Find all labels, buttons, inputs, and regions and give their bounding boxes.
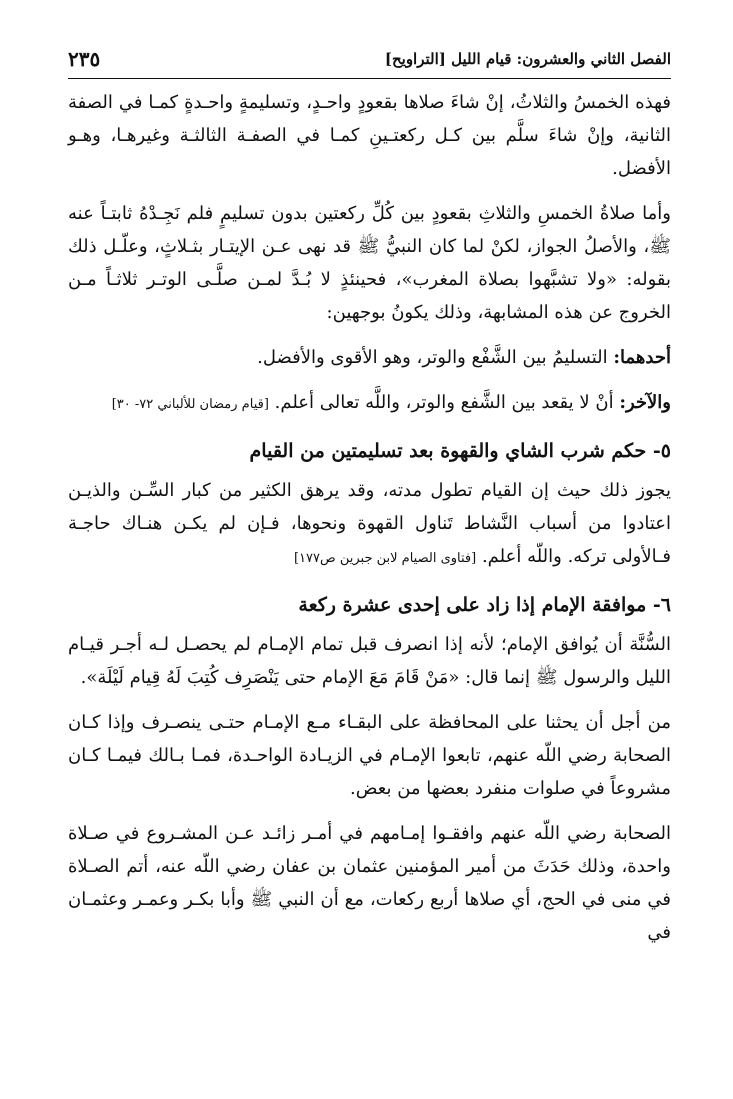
paragraph — [68, 341, 671, 374]
paragraph: الصحابة رضي اللّه عنهم وافقـوا إمـامهم في أمـر زائـد عـن المشـروع في صـلاة واحدة، وذلك حَدَثَ من أمير المؤمنين عثمان بن عفان رضي اللّه عنه، أتم الصـلاة في منى في الحج، أي صلاها أربع ركعات، مع أن النبي ﷺ وأبا بكـر وعمـر وعثمـان في — [68, 823, 671, 943]
paragraph-text: أنْ لا يقعد بين الشَّفع والوتر، واللَّه تعالى أعلم. — [274, 392, 620, 413]
paragraph — [68, 474, 671, 575]
page-number: ٢٣٥ — [68, 47, 101, 71]
citation: [قيام رمضان للألباني ٧٢- ٣٠] — [111, 397, 269, 412]
header-rule — [68, 78, 671, 79]
paragraph-lead: والآخر: — [619, 392, 671, 413]
paragraph: السُّنَّة أن يُوافق الإمام؛ لأنه إذا انصرف قبل تمام الإمـام لم يحصـل لـه أجـر قيـام الليل والرسول ﷺ إنما قال: «مَنْ قَامَ مَعَ الإمام حتى يَنْصَرِف كُتِبَ لَهُ قِيام لَيْلَة». — [68, 634, 671, 688]
paragraph: من أجل أن يحثنا على المحافظة على البقـاء مـع الإمـام حتـى ينصـرف وإذا كـان الصحابة رضي اللّه عنهم، تابعوا الإمـام في الزيـادة الواحـدة، فمـا بـالك فيمـا كـان مشروعاً في صلوات منفرد بعضها من بعض. — [68, 712, 671, 799]
section-heading: ٦- موافقة الإمام إذا زاد على إحدى عشرة ركعة — [298, 594, 671, 616]
paragraph: فهذه الخمسُ والثلاثُ، إنْ شاءَ صلاها بقعودٍ واحـدٍ، وتسليمةٍ واحـدةٍ كمـا في الصفة الثانية، وإنْ شاءَ سلَّم بين كـل ركعتـينِ كمـا في الصفـة الثالثـة وغيرهـا، وهـو الأفضل. — [68, 92, 671, 179]
citation: [فتاوى الصيام لابن جبرين ص١٧٧] — [293, 551, 477, 566]
chapter-title: الفصل الثاني والعشرون: قيام الليل [التراويح] — [384, 50, 671, 68]
page-content — [68, 86, 671, 949]
paragraph-lead: أحدهما: — [613, 347, 671, 368]
section-heading: ٥- حكم شرب الشاي والقهوة بعد تسليمتين من القيام — [249, 440, 671, 462]
paragraph — [68, 386, 671, 421]
paragraph-text: يجوز ذلك حيث إن القيام تطول مدته، وقد يرهق الكثير من كبار السِّـن والذيـن اعتادوا من أسباب النَّشاط تَناول القهوة ونحوها، فـإن لم يكـن هنـاك حاجـة فـالأولى تركه. واللّه أعلم. — [68, 480, 671, 567]
paragraph-text: التسليمُ بين الشَّفْع والوتر، وهو الأقوى والأفضل. — [257, 347, 614, 368]
paragraph: وأما صلاةُ الخمسِ والثلاثِ بقعودٍ بين كُلِّ ركعتين بدون تسليمٍ فلم نَجِـدْهُ ثابتـاً عنه ﷺ، والأصلُ الجواز، لكنْ لما كان النبيُّ ﷺ قد نهى عـن الإيتـار بثـلاثٍ، وعلّـل ذلك بقوله: «ولا تشبَّهوا بصلاة المغرب»، فحينئذٍ لا بُـدَّ لمـن صلَّـى الوتـر ثلاثـاً مـن الخروج عن هذه المشابهة، وذلك يكونُ بوجهين: — [68, 203, 671, 323]
page-header — [68, 44, 671, 74]
